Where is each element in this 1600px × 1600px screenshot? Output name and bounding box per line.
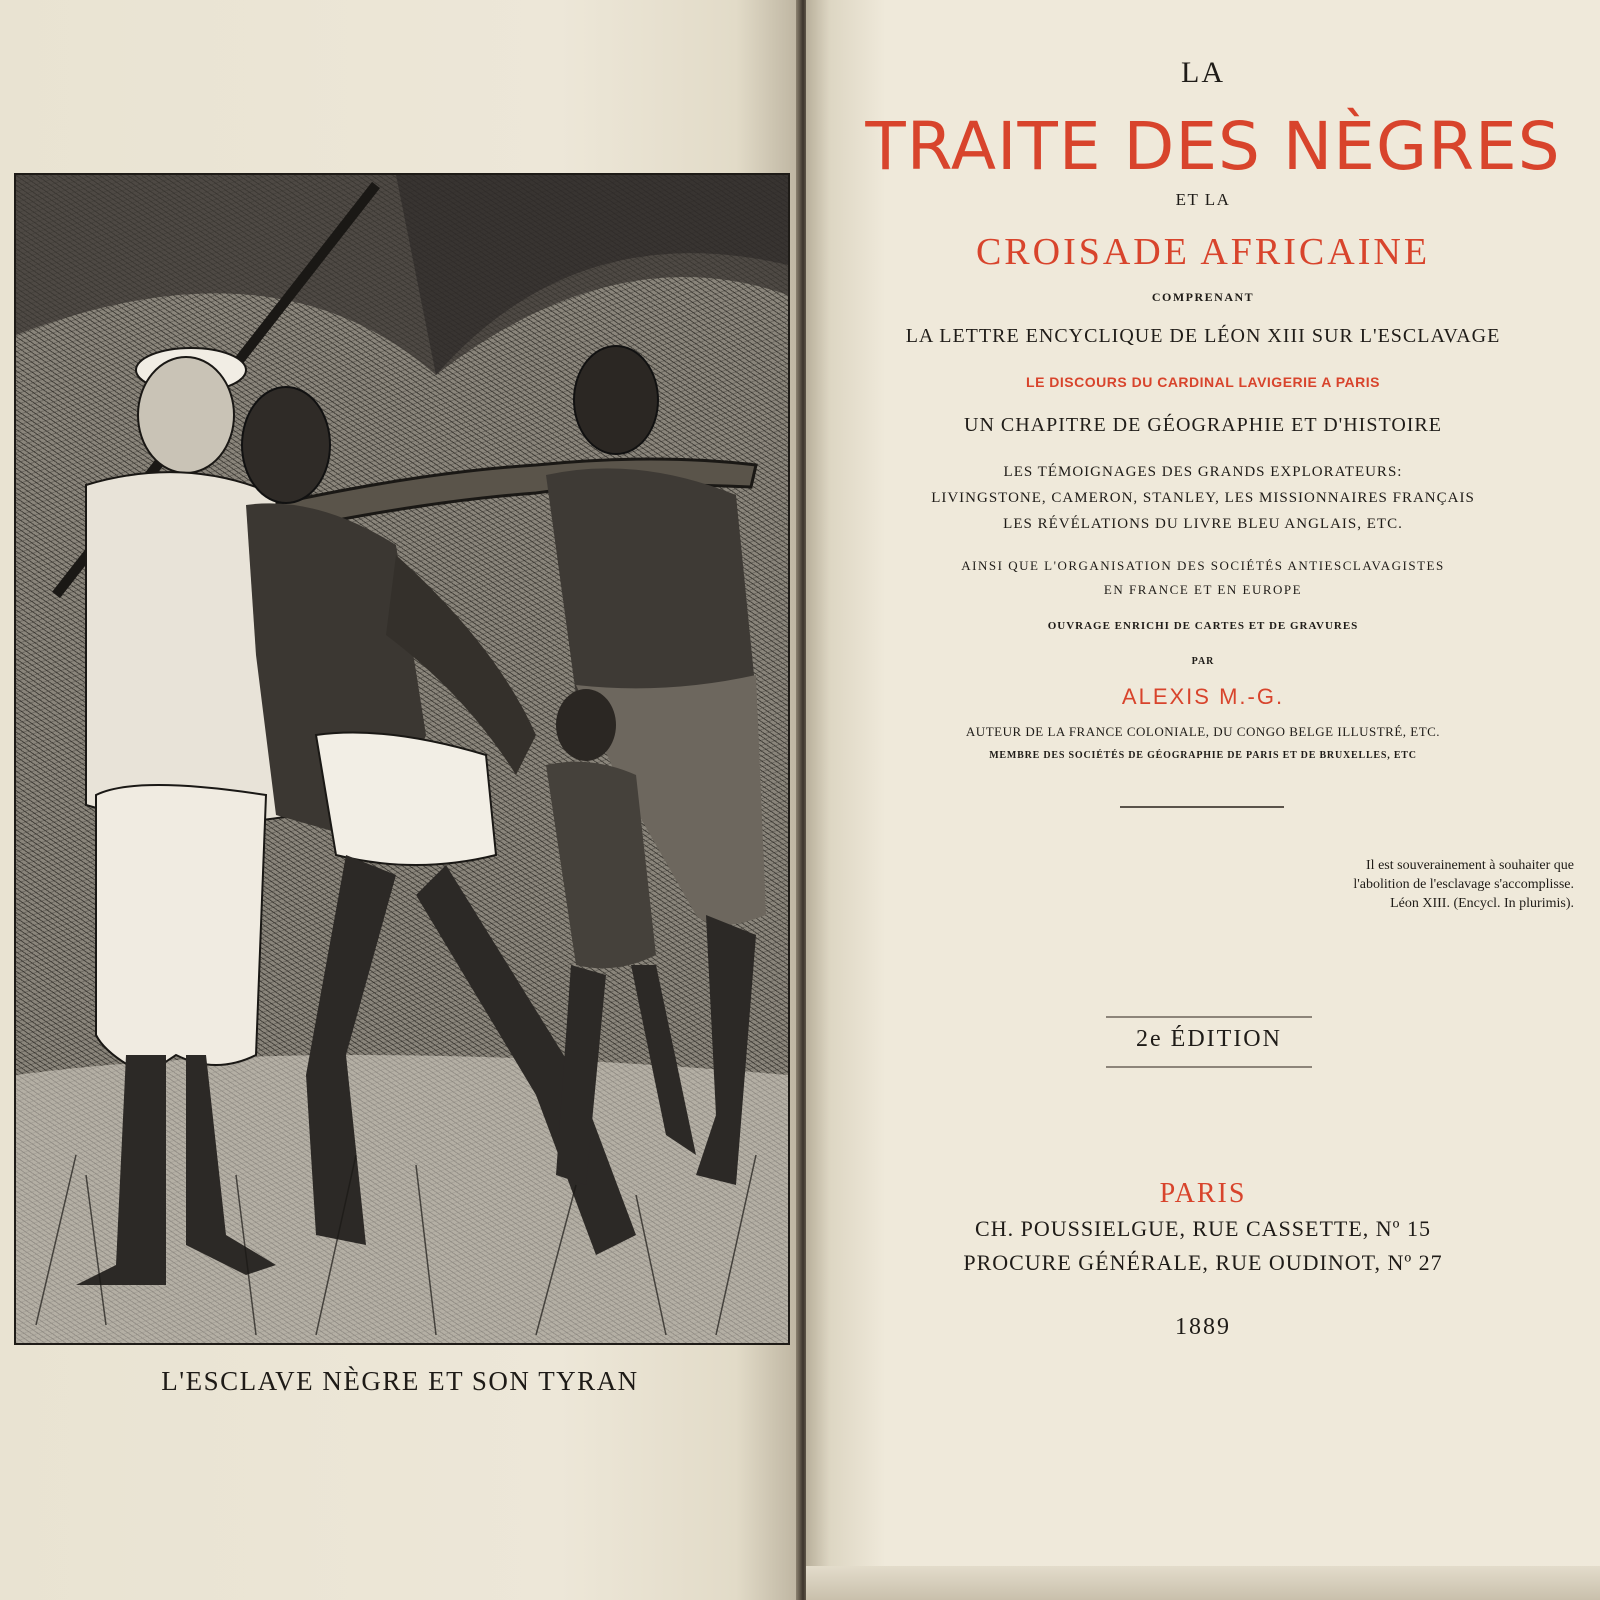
epigraph-line: Il est souverainement à souhaiter que: [1366, 858, 1574, 873]
imprint-year: 1889: [1175, 1314, 1231, 1340]
contents-chapitre: UN CHAPITRE DE GÉOGRAPHIE ET D'HISTOIRE: [964, 414, 1442, 436]
ainsi-line: AINSI QUE L'ORGANISATION DES SOCIÉTÉS ANTIESCLAVAGISTES: [961, 558, 1445, 573]
page-bottom-edge: [806, 1566, 1600, 1600]
illustration-caption: L'ESCLAVE NÈGRE ET SON TYRAN: [161, 1366, 639, 1396]
imprint-city: PARIS: [1159, 1178, 1247, 1209]
author-credentials: AUTEUR DE LA FRANCE COLONIALE, DU CONGO BELGE ILLUSTRÉ, ETC.: [965, 724, 1441, 739]
title-la: LA: [1181, 56, 1225, 89]
contents-ainsi: [806, 554, 1600, 602]
comprenant-label: COMPRENANT: [1151, 290, 1255, 304]
temoignages-line: LES RÉVÉLATIONS DU LIVRE BLEU ANGLAIS, ETC.: [1003, 516, 1403, 532]
author-membership: MEMBRE DES SOCIÉTÉS DE GÉOGRAPHIE DE PARIS ET DE BRUXELLES, ETC: [989, 750, 1417, 761]
contents-discours: LE DISCOURS DU CARDINAL LAVIGERIE A PARIS: [1026, 374, 1380, 390]
imprint-publisher-1: CH. POUSSIELGUE, RUE CASSETTE, Nº 15: [975, 1216, 1431, 1241]
temoignages-line: LES TÉMOIGNAGES DES GRANDS EXPLORATEURS:: [1003, 464, 1403, 480]
title-et-la: ET LA: [1175, 190, 1231, 209]
ouvrage-note: OUVRAGE ENRICHI DE CARTES ET DE GRAVURES: [1047, 620, 1359, 632]
par-label: PAR: [1191, 656, 1215, 667]
main-title: TRAITE DES NÈGRES: [865, 108, 1561, 185]
epigraph-line: l'abolition de l'esclavage s'accomplisse.: [1353, 877, 1574, 892]
contents-lettre: LA LETTRE ENCYCLIQUE DE LÉON XIII SUR L'ESCLAVAGE: [905, 325, 1501, 347]
edition-box: [1106, 1016, 1312, 1068]
edition-label: 2e ÉDITION: [1136, 1026, 1282, 1052]
imprint-publisher-2: PROCURE GÉNÉRALE, RUE OUDINOT, Nº 27: [963, 1250, 1443, 1275]
subtitle: CROISADE AFRICAINE: [975, 231, 1431, 273]
engraving-illustration: [14, 173, 790, 1345]
epigraph-line: Léon XIII. (Encycl. In plurimis).: [1390, 896, 1574, 911]
divider-rule: [1120, 806, 1284, 808]
epigraph: [1244, 856, 1574, 913]
ainsi-line: EN FRANCE ET EN EUROPE: [1103, 582, 1303, 597]
engraving-figures: [16, 175, 788, 1343]
temoignages-line: LIVINGSTONE, CAMERON, STANLEY, LES MISSIONNAIRES FRANÇAIS: [931, 490, 1475, 506]
contents-temoignages: [806, 459, 1600, 537]
author-name: ALEXIS M.-G.: [1121, 684, 1285, 709]
